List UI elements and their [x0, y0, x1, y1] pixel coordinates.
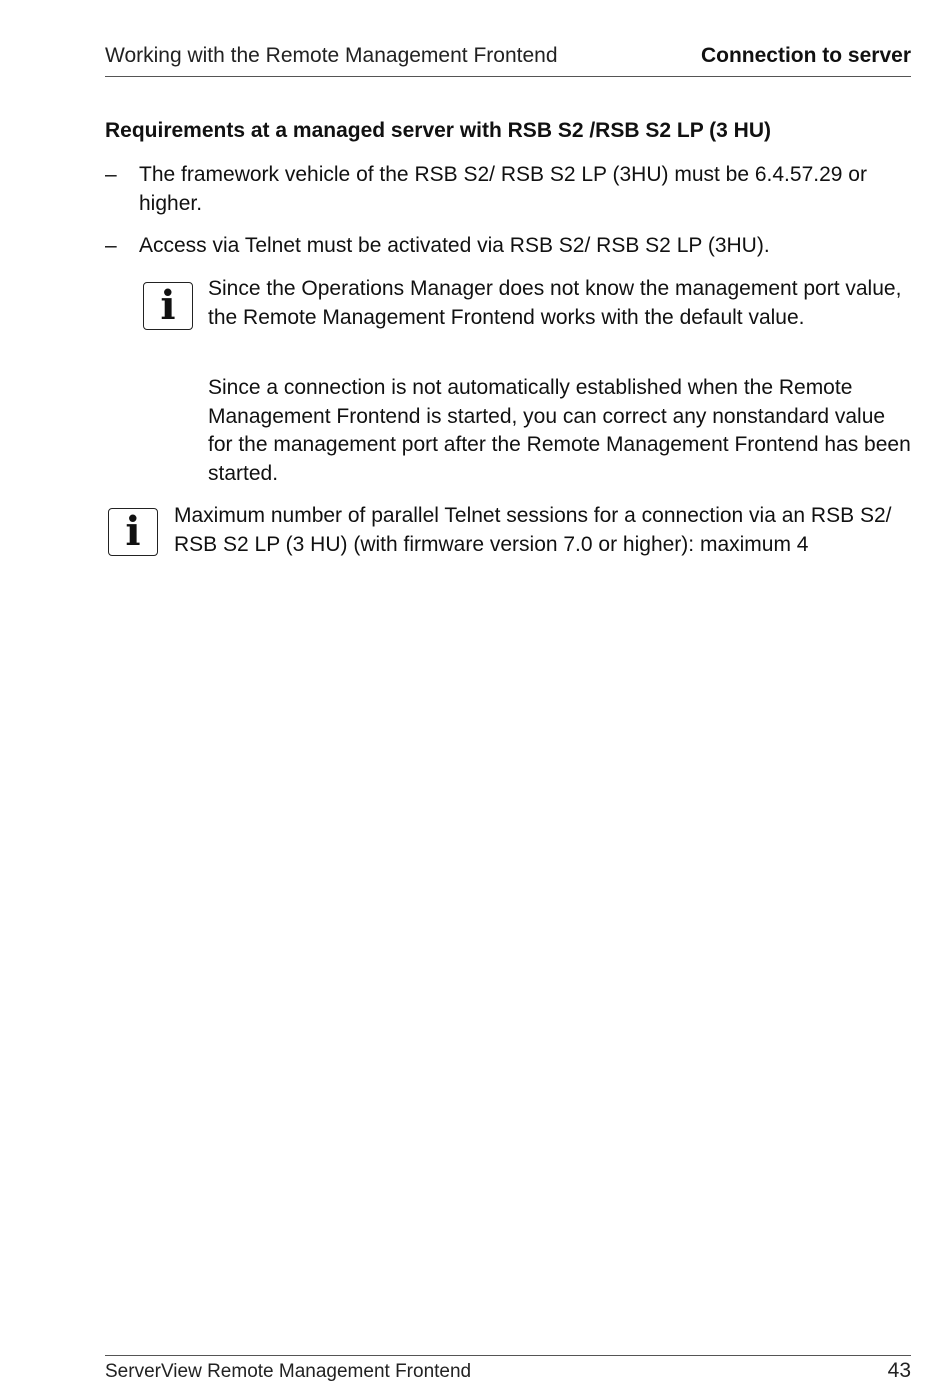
list-marker: –	[105, 234, 117, 257]
footer-document-title: ServerView Remote Management Frontend	[105, 1361, 472, 1382]
note-paragraph: Since a connection is not automatically established when the Remote Management Frontend is started, you can correct any nonstandard value for the management port after the Remote Management Frontend has been started.	[208, 376, 911, 485]
page-header	[105, 42, 911, 77]
section-heading: Requirements at a managed server with RSB S2 /RSB S2 LP (3 HU)	[105, 119, 771, 142]
page-number: 43	[887, 1359, 911, 1382]
note-paragraph: Maximum number of parallel Telnet sessions for a connection via an RSB S2/ RSB S2 LP (3 HU) (with firmware version 7.0 or higher): maximum 4	[174, 504, 892, 556]
header-section-title: Connection to server	[700, 44, 911, 67]
list-marker: –	[105, 163, 117, 186]
list-item	[105, 232, 911, 261]
page-footer	[105, 1355, 911, 1385]
list-item-text: The framework vehicle of the RSB S2/ RSB S2 LP (3HU) must be 6.4.57.29 or higher.	[139, 163, 867, 215]
note-paragraph: Since the Operations Manager does not know the management port value, the Remote Management Frontend works with the default value.	[208, 277, 902, 329]
list-item	[105, 161, 911, 218]
info-icon: i	[108, 508, 158, 556]
header-chapter-title: Working with the Remote Management Frontend	[105, 44, 558, 67]
info-icon: i	[143, 282, 193, 330]
list-item-text: Access via Telnet must be activated via RSB S2/ RSB S2 LP (3HU).	[139, 234, 770, 257]
